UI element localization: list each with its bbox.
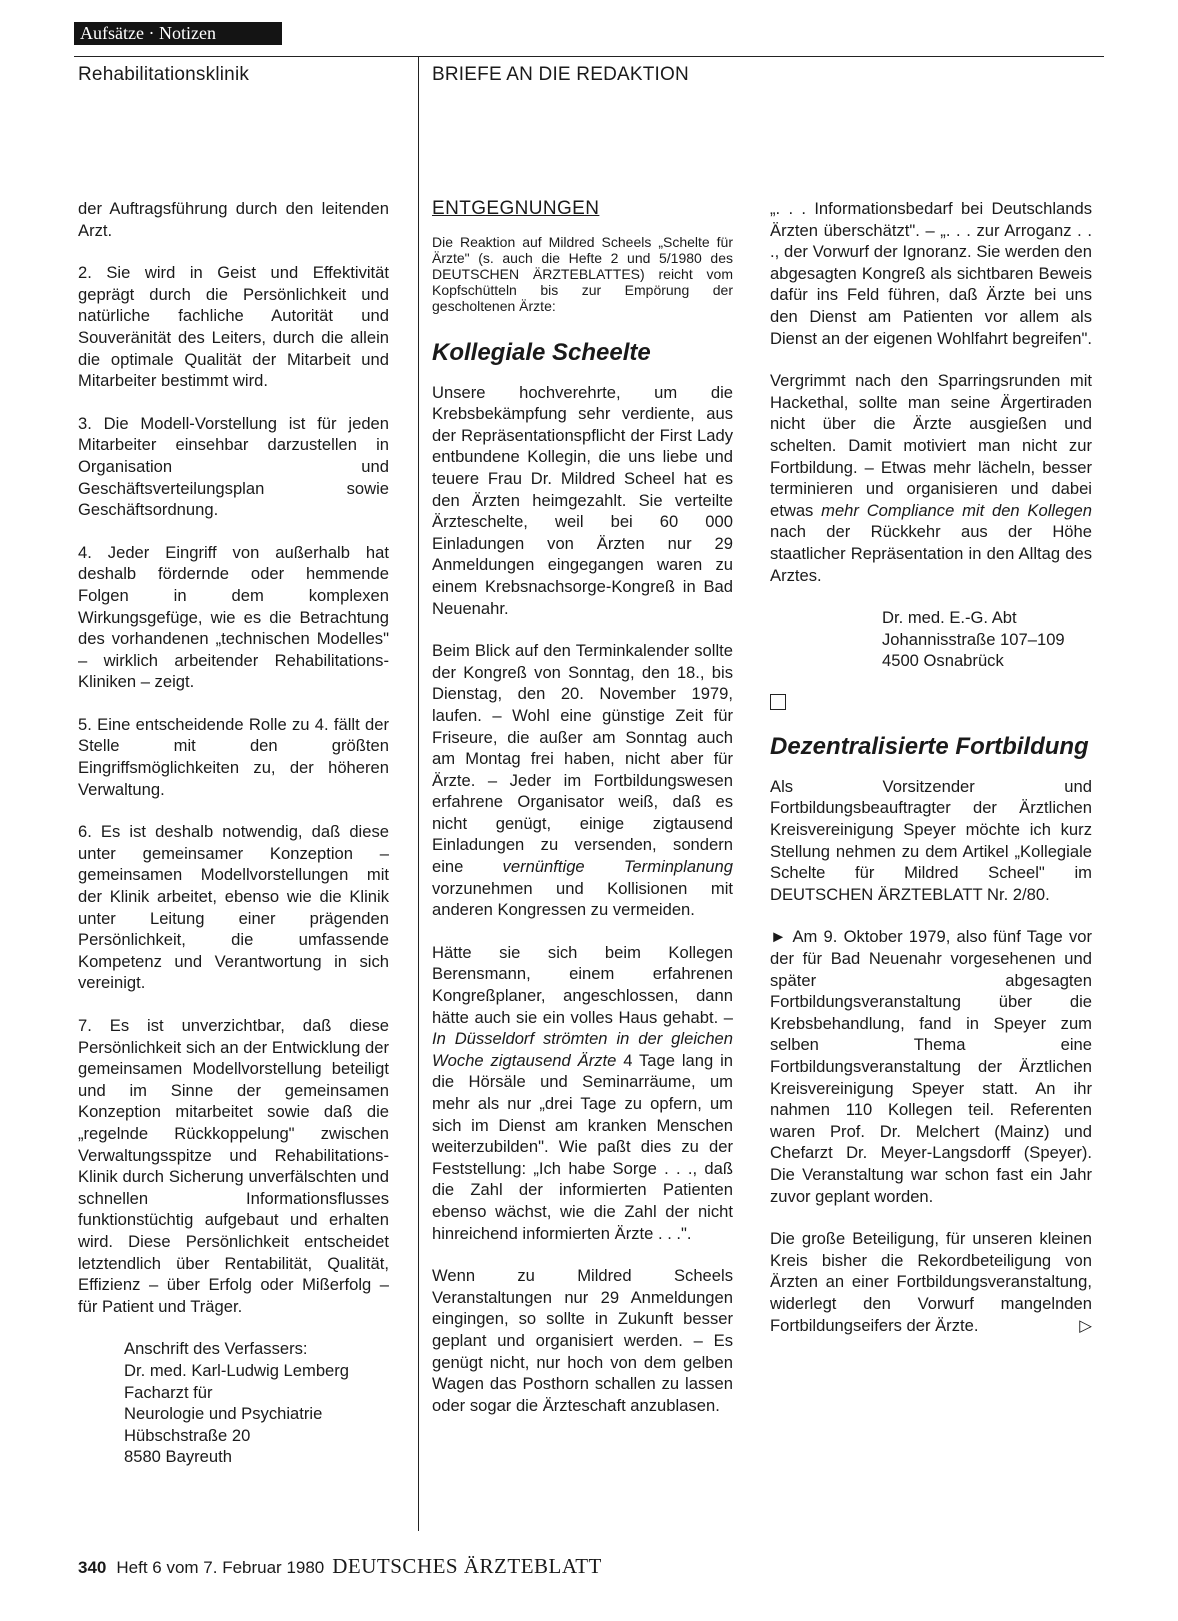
paragraph: 5. Eine entscheidende Rolle zu 4. fällt der Stelle mit den größten Eingriffsmöglichkeiten zu, der höheren Verwaltung.: [78, 714, 389, 799]
text-run: Beim Blick auf den Terminkalender sollte der Kongreß von Sonntag, den 18., bis Dienstag, den 20. November 1979, laufen. – Wohl eine günstige Zeit für Friseure, die außer am Sonntag auch am Montag frei haben, nicht aber für Ärzte. – Jeder im Fortbildungswesen erfahrene Organisator weiß, daß es nicht genügt, einige zigtausend Einladungen zu versenden, sondern eine: [432, 641, 733, 877]
address-line: Anschrift des Verfassers:: [124, 1339, 308, 1359]
text-run: Hätte sie sich beim Kollegen Berensmann, einem erfahrenen Kongreßplaner, angeschlossen, dann hätte auch sie ein volles Haus gehabt. –: [432, 942, 733, 1027]
journal-name: DEUTSCHES ÄRZTEBLATT: [332, 1554, 602, 1578]
left-running-title: Rehabilitationsklinik: [78, 64, 250, 85]
paragraph: 7. Es ist unverzichtbar, daß diese Persönlichkeit sich an der Entwicklung der gemeinsamen Modellvorstellung beteiligt und im Sinne der gemeinsamen Konzeption mitarbeitet sowie daß die „regelnde Rückkoppelung" zwischen Verwaltungsspitze und Rehabilitations-Klinik durch Sicherung unverfälschten und schnellen Informationsflusses funktionstüchtig aufgebaut und erhalten wird. Diese Persönlichkeit entscheidet letztendlich über Rentabilität, Qualität, Effizienz – über Erfolg oder Mißerfolg – für Patient und Träger.: [78, 1016, 389, 1316]
issue-info: Heft 6 vom 7. Februar 1980: [116, 1558, 325, 1577]
page-number: 340: [78, 1558, 107, 1577]
paragraph: Wenn zu Mildred Scheels Veranstaltungen nur 29 Anmeldungen eingingen, so sollte in Zukunft besser geplant und organisiert werden. – Es genügt nicht, nur hoch von dem gelben Wagen das Posthorn schallen zu lassen oder sogar die Ärzteschaft anzublasen.: [432, 1266, 733, 1415]
letters-column-3: [770, 198, 1092, 1357]
page-footer: [78, 1554, 602, 1579]
text-run: nach der Rückkehr aus der Höhe staatlicher Repräsentation in den Alltag des Arztes.: [770, 522, 1092, 585]
pointer-icon: ►: [770, 927, 787, 947]
paragraph: Als Vorsitzender und Fortbildungsbeauftragter der Ärztlichen Kreisvereinigung Speyer möchte ich kurz Stellung nehmen zu dem Artikel „Kollegiale Schelte für Mildred Scheel" im DEUTSCHEN ÄRZTEBLATT Nr. 2/80.: [770, 776, 1092, 904]
text-run: Vergrimmt nach den Sparringsrunden mit Hackethal, sollte man seine Ärgertiraden nicht über die Ärzte ausgießen und schelten. Damit motiviert man nicht zur Fortbildung. – Etwas mehr lächeln, besser terminieren und organisieren und dabei etwas: [770, 371, 1092, 520]
paragraph: [770, 926, 1092, 1207]
emphasis: In Düsseldorf strömten in der gleichen Woche zigtausend Ärzte: [432, 1029, 733, 1070]
paragraph: [770, 1228, 1092, 1336]
emphasis: vernünftige Terminplanung: [502, 857, 733, 877]
letters-column-2: [432, 198, 733, 1437]
text-run: vorzunehmen und Kollisionen mit anderen Kongressen zu vermeiden.: [432, 878, 733, 920]
text-run: Am 9. Oktober 1979, also fünf Tage vor der für Bad Neuenahr vorgesehenen und später abgesagten Fortbildungsveranstaltung über die Krebsbehandlung, fand in Speyer zum selben Thema eine Fortbildungsveranstaltung der Ärztlichen Kreisvereinigung Speyer statt. An ihr nahmen 110 Kollegen teil. Referenten waren Prof. Dr. Melchert (Mainz) und Chefarzt Dr. Meyer-Langsdorff (Speyer). Die Veranstaltung war schon fast ein Jahr zuvor geplant worden.: [770, 927, 1092, 1206]
letter-headline: Dezentralisierte Fortbildung: [770, 732, 1089, 760]
end-box-icon: [770, 694, 786, 710]
article-column-1: [78, 198, 389, 1468]
signature-line: 4500 Osnabrück: [882, 651, 1004, 671]
intro-text: Die Reaktion auf Mildred Scheels „Schelte für Ärzte" (s. auch die Hefte 2 und 5/1980 des DEUTSCHEN ÄRZTEBLATTES) reicht vom Kopfschütteln bis zur Empörung der gescholtenen Ärzte:: [432, 233, 733, 314]
paragraph: Unsere hochverehrte, um die Krebsbekämpfung sehr verdiente, aus der Repräsentationspflicht der First Lady entbundene Kollegin, die uns liebe und teuere Frau Dr. Mildred Scheel hat es den Ärzten heimgezahlt. Sie verteilte Ärzteschelte, weil bei 60 000 Einladungen von Ärzten nur 29 Anmeldungen eingegangen waren zu einem Krebsnachsorge-Kongreß in Bad Neuenahr.: [432, 382, 733, 618]
paragraph: 4. Jeder Eingriff von außerhalb hat deshalb fördernde oder hemmende Folgen in dem komplexen Wirkungsgefüge, wie es die Betrachtung des vorhandenen „technischen Modelles" – wirklich arbeitender Rehabilitations-Kliniken – zeigt.: [78, 542, 389, 692]
paragraph: [432, 942, 733, 1244]
paragraph: [770, 370, 1092, 586]
address-line: Hübschstraße 20: [124, 1425, 251, 1445]
author-address: [124, 1338, 389, 1468]
paragraph: „. . . Informationsbedarf bei Deutschlands Ärzten überschätzt". – „. . . zur Arroganz . . ., der Vorwurf der Ignoranz. Sie werden den abgesagten Kongreß als sichtbaren Beweis dafür ins Feld führen, daß Ärzte bei uns den Dienst am Patienten vor allem als Dienst an der eigenen Wohlfahrt begreifen".: [770, 199, 1092, 348]
signature-line: Dr. med. E.-G. Abt: [882, 608, 1017, 628]
emphasis: mehr Compliance mit den Kollegen: [821, 500, 1092, 520]
letter-headline: Kollegiale Scheelte: [432, 338, 651, 366]
section-tag: Aufsätze · Notizen: [74, 22, 282, 45]
paragraph: [432, 640, 733, 921]
address-line: 8580 Bayreuth: [124, 1447, 232, 1467]
text-run: Die große Beteiligung, für unseren kleinen Kreis bisher die Rekordbeteiligung von Ärzten an einer Fortbildungsveranstaltung, widerlegt den Vorwurf mangelnden Fortbildungseifers der Ärzte.: [770, 1229, 1092, 1335]
section-title: ENTGEGNUNGEN: [432, 198, 600, 219]
continue-arrow-icon: ▷: [1079, 1315, 1092, 1335]
header-rule: [74, 56, 1104, 57]
paragraph: 2. Sie wird in Geist und Effektivität geprägt durch die Persönlichkeit und natürliche fachliche Autorität und Souveränität des Leiters, durch die allein die optimale Qualität der Mitarbeit und Mitarbeiter bestimmt wird.: [78, 263, 389, 391]
signature-line: Johannisstraße 107–109: [882, 629, 1065, 649]
address-line: Facharzt für: [124, 1382, 213, 1402]
address-line: Dr. med. Karl-Ludwig Lemberg: [124, 1360, 350, 1380]
paragraph: 6. Es ist deshalb notwendig, daß diese unter gemeinsamer Konzeption – gemeinsamen Modellvorstellungen mit der Klinik arbeitet, ebenso wie die Klinik unter Leitung einer prägenden Persönlichkeit, die umfassende Kompetenz und Verantwortung in sich vereinigt.: [78, 822, 389, 993]
right-running-title: BRIEFE AN DIE REDAKTION: [432, 64, 689, 85]
letter-signature: [882, 607, 1092, 672]
paragraph: der Auftragsführung durch den leitenden Arzt.: [78, 199, 389, 240]
paragraph: 3. Die Modell-Vorstellung ist für jeden Mitarbeiter einsehbar darzustellen in Organisation und Geschäftsverteilungsplan sowie Geschäftsordnung.: [78, 413, 389, 520]
text-run: 4 Tage lang in die Hörsäle und Seminarräume, um mehr als nur „drei Tage zu opfern, um sich im Dienst am kranken Menschen weiterzubilden". Wie paßt dies zu der Feststellung: „Ich habe Sorge . . ., daß die Zahl der informierten Patienten ebenso wächst, wie die Zahl der nicht hinreichend informierten Ärzte . . .".: [432, 1050, 733, 1243]
column-divider: [418, 56, 419, 1531]
address-line: Neurologie und Psychiatrie: [124, 1404, 323, 1424]
